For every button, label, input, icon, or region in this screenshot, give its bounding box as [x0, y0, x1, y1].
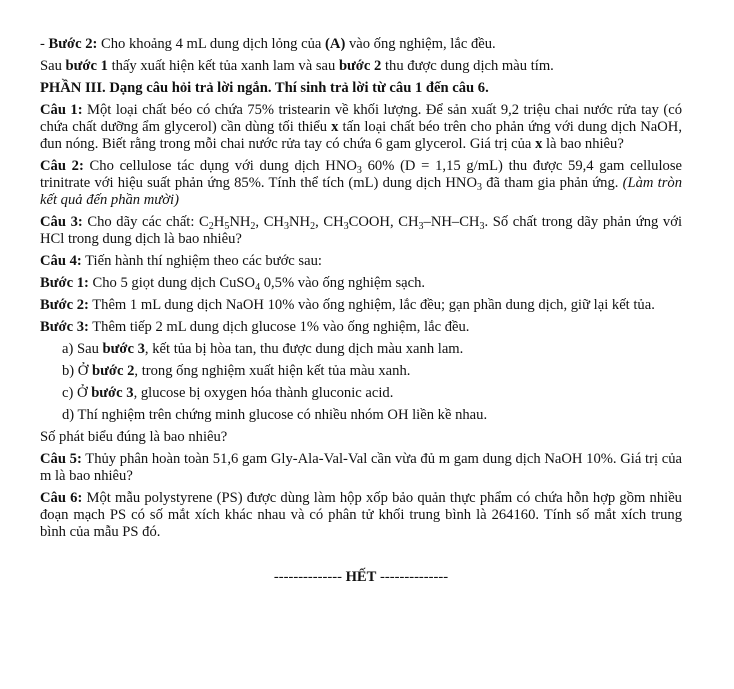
step-label: Bước 1:	[40, 275, 89, 291]
bold-text: bước 2	[338, 58, 382, 74]
step-label: Bước 3:	[40, 319, 89, 335]
q4-step-3	[40, 319, 682, 336]
result-line	[40, 58, 682, 75]
rounding-note: (Làm tròn kết quả đến phần mười)	[40, 175, 682, 208]
subscript: 3	[418, 221, 424, 232]
text: . Số chất trong dãy phản ứng với HCl trong dung dịch là bao nhiêu?	[40, 214, 683, 247]
text: Thủy phân hoàn toàn 51,6 gam Gly-Ala-Val-Val cần vừa đủ m gam dung dịch NaOH 10%. Giá trị của m là bao nhiêu?	[40, 451, 682, 484]
text: Một loại chất béo có chứa 75% tristearin về khối lượng. Để sản xuất 9,2 triệu chai nước rửa tay (có chứa chất dưỡng ẩm glycerol) cần dùng tối thiểu	[40, 102, 682, 135]
text: Tiến hành thí nghiệm theo các bước sau:	[81, 253, 322, 269]
subscript: 4	[255, 282, 261, 293]
text: Cho 5 giọt dung dịch CuSO	[88, 275, 256, 291]
text: c) Ở	[62, 385, 92, 401]
q4-option-b	[62, 363, 682, 380]
variable: x	[331, 119, 339, 135]
text: NH	[229, 214, 251, 230]
question-2	[40, 158, 682, 209]
bold-text: bước 1	[65, 58, 108, 74]
subscript: 2	[208, 221, 214, 232]
question-1	[40, 102, 682, 153]
subscript: 5	[224, 221, 230, 232]
q4-option-c	[62, 385, 682, 402]
reagent-label: (A)	[325, 36, 346, 52]
question-label: Câu 3:	[40, 214, 83, 230]
variable: x	[535, 136, 543, 152]
question-label: Câu 6:	[40, 490, 83, 506]
q4-question: Số phát biểu đúng là bao nhiêu?	[40, 429, 228, 445]
dash: -	[40, 36, 49, 52]
subscript: 2	[310, 221, 316, 232]
text: , CH	[255, 214, 284, 230]
bold-text: bước 3	[91, 385, 134, 401]
text: Cho dãy các chất: C	[82, 214, 209, 230]
end-marker	[40, 569, 682, 586]
question-6	[40, 490, 682, 541]
question-label: Câu 2:	[40, 158, 84, 174]
subscript: 3	[283, 221, 289, 232]
dashes: --------------	[376, 569, 449, 585]
text: là bao nhiêu?	[542, 136, 624, 152]
bold-text: bước 2	[92, 363, 135, 379]
dashes: --------------	[273, 569, 346, 585]
end-word: HẾT	[345, 569, 377, 585]
q4-step-2	[40, 297, 682, 314]
text: vào ống nghiệm, lắc đều.	[345, 36, 496, 52]
text: , CH	[315, 214, 344, 230]
text: H	[213, 214, 225, 230]
text: Cho khoảng 4 mL dung dịch lỏng của	[97, 36, 326, 52]
text: Cho cellulose tác dụng với dung dịch HNO	[83, 158, 357, 174]
text: thu được dung dịch màu tím.	[381, 58, 554, 74]
bold-text: bước 3	[102, 341, 145, 357]
text: Thêm 1 mL dung dịch NaOH 10% vào ống nghiệm, lắc đều; gạn phần dung dịch, giữ lại kết tủa.	[88, 297, 655, 313]
text: Thêm tiếp 2 mL dung dịch glucose 1% vào ống nghiệm, lắc đều.	[88, 319, 470, 335]
question-5	[40, 451, 682, 485]
subscript: 3	[356, 165, 362, 176]
text: a) Sau	[62, 341, 103, 357]
question-label: Câu 5:	[40, 451, 82, 467]
q4-option-a	[62, 341, 682, 358]
subscript: 3	[477, 182, 482, 193]
text: –NH–CH	[423, 214, 480, 230]
question-4	[40, 253, 682, 270]
question-label: Câu 1:	[40, 102, 83, 118]
question-label: Câu 4:	[40, 253, 82, 269]
q4-step-1	[40, 275, 682, 292]
text: 0,5% vào ống nghiệm sạch.	[260, 275, 426, 291]
text: , kết tủa bị hòa tan, thu được dung dịch màu xanh lam.	[144, 341, 464, 357]
text: NH	[288, 214, 311, 230]
step2-line	[40, 36, 682, 53]
text: tấn loại chất béo trên cho phản ứng với dung dịch NaOH, đun nóng. Biết rằng trong mỗi chai nước rửa tay có chứa 6 gam glycerol. Giá trị của	[40, 119, 682, 152]
subscript: 3	[479, 221, 485, 232]
text: Sau	[40, 58, 66, 74]
text: , glucose bị oxygen hóa thành gluconic acid.	[133, 385, 394, 401]
step-label: Bước 2:	[48, 36, 98, 52]
text: 60% (D = 1,15 g/mL) thu được 59,4 gam cellulose trinitrate với hiệu suất phản ứng 85%. Tính thể tích (mL) dung dịch HNO	[40, 158, 682, 191]
text: , trong ống nghiệm xuất hiện kết tủa màu xanh.	[134, 363, 411, 379]
text: COOH, CH	[348, 214, 419, 230]
subscript: 3	[343, 221, 349, 232]
text: đã tham gia phản ứng.	[482, 175, 623, 191]
section-3-title: PHẦN III. Dạng câu hỏi trả lời ngắn. Thí sinh trả lời từ câu 1 đến câu 6.	[40, 80, 489, 96]
question-3	[40, 214, 682, 248]
text: thấy xuất hiện kết tủa xanh lam và sau	[107, 58, 339, 74]
q4-option-d: d) Thí nghiệm trên chứng minh glucose có nhiều nhóm OH liền kề nhau.	[62, 407, 488, 423]
text: Một mẫu polystyrene (PS) được dùng làm hộp xốp bảo quản thực phẩm có chứa hỗn hợp gồm nhiều đoạn mạch PS có số mắt xích khác nhau và có phân tử khối trung bình là 264160. Tính số mắt xích trung bình của mẫu PS đó.	[40, 490, 682, 540]
subscript: 2	[250, 221, 256, 232]
text: b) Ở	[62, 363, 92, 379]
step-label: Bước 2:	[40, 297, 89, 313]
